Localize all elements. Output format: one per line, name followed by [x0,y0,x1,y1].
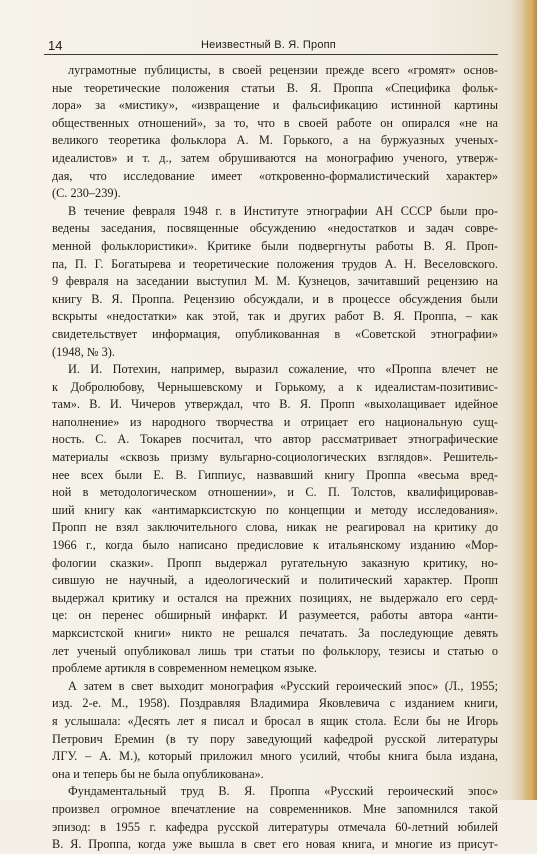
running-header [44,36,498,55]
text-line: 1966 г., когда было написано предисловие к итальянскому изданию «Мор- [52,538,498,553]
text-line: ший книгу как «антимарксистскую по концепции и методу исследования». [52,502,498,517]
text-line: великого теоретика фольклора А. М. Горького, а на буржуазных ученых- [52,133,498,148]
text-line: к Добролюбову, Чернышевскому и Горькому, а к идеалистам-позитивис- [52,379,498,394]
text-line: нее всех были Е. В. Гиппиус, назвавший книгу Проппа «весьма вред- [52,467,498,482]
text-line: це: он перенес обширный инфаркт. И разумеется, работы автора «анти- [52,608,498,623]
text-line: ность. С. А. Токарев посчитал, что автор рассматривает этнографические [52,432,498,447]
text-line: общественных отношений», за то, что в своей работе он опирался «не на [52,115,498,130]
text-line: сившую не научный, а идеологический и политический характер. Пропп [52,573,498,588]
body-text [52,62,498,854]
text-line: па, П. Г. Богатырева и теоретические положения трудов А. Н. Веселовского. [52,256,498,271]
text-line: лет ученый опубликовал лишь три статьи по фольклору, тезисы и статью о [52,643,498,658]
text-line: наполнение» из народного творчества и отрицает его национальную сущ- [52,414,498,429]
text-line: менной фольклористики». Критике были подвергнуты работы В. Я. Проп- [52,238,498,253]
text-line: там». В. И. Чичеров утверждал, что В. Я. Пропп «выхолащивает идейное [52,397,498,412]
text-line: А затем в свет выходит монография «Русский героический эпос» (Л., 1955; [68,678,498,693]
text-line: ной в методологическом отношении», и С. П. Толстов, квалифицировав- [52,485,498,500]
book-spine-edge [523,0,537,800]
text-line: (С. 230–239). [52,186,121,201]
text-line: лора» за «мистику», «извращение и фальсификацию истинной картины [52,98,498,113]
text-line: выдержал критику и остался на прежних позициях, не выдержало его серд- [52,590,498,605]
text-line: 9 февраля на заседании выступил М. М. Кузнецов, зачитавший рецензию на [52,274,498,289]
text-line: идеалистов» и т. д., затем обрушиваются на монографию ученого, утверж- [52,150,498,165]
text-line: изд. 2-е. М., 1958). Поздравляя Владимира Яковлевича с изданием книги, [52,696,498,711]
text-line: книгу В. Я. Проппа. Рецензию обсуждали, и в процессе обсуждения были [52,291,498,306]
text-line: она и теперь бы не была опубликована». [52,766,264,781]
page-number: 14 [48,38,63,53]
text-line: материалы «сквозь призму вульгарно-социологических взглядов». Решитель- [52,450,498,465]
text-line: Петрович Еремин (в ту пору заведующий кафедрой русской литературы [52,731,498,746]
text-line: вскрыты «недостатки» как этой, так и других работ В. Я. Проппа, – как [52,309,498,324]
text-line: луграмотные публицисты, в своей рецензии прежде всего «громят» основ- [68,63,498,77]
text-line: В. Я. Проппа, когда уже вышла в свет его новая книга, и многие из присут- [52,837,498,852]
text-line: В течение февраля 1948 г. в Институте этнографии АН СССР были про- [68,203,498,218]
text-line: я услышала: «Десять лет я писал и бросал в ящик стола. Если бы не Игорь [52,713,498,728]
text-line: Фундаментальный труд В. Я. Проппа «Русский героический эпос» [68,784,498,799]
text-line: ные теоретические положения статьи В. Я. Проппа «Специфика фольк- [52,80,498,95]
text-line: И. И. Потехин, например, выразил сожаление, что «Проппа влечет не [68,362,498,377]
text-line: (1948, № 3). [52,344,115,359]
text-line: проблеме артикля в современном немецком языке. [52,661,318,676]
text-line: марксистской книги» никто не решался печатать. За последующие девять [52,626,498,640]
paragraph [52,203,498,361]
text-line: фологии сказки». Пропп выдержал ругательную заказную критику, но- [52,555,498,570]
paragraph [52,783,498,853]
text-line: дая, что исследование имеет «откровенно-формалистический характер» [52,168,498,183]
text-line: свидетельствует информация, опубликованная в «Советской этнографии» [52,326,498,341]
paragraph [52,678,498,784]
text-line: Пропп не взял заключительного слова, никак не реагировал на критику до [52,520,498,535]
text-line: произвел огромное впечатление на современников. Мне запомнился такой [52,801,498,816]
text-line: ведены заседания, посвященные обсуждению «недостатков и задач совре- [52,221,498,236]
running-title: Неизвестный В. Я. Пропп [201,39,336,51]
text-line: эпизод: в 1955 г. кафедра русской литературы отмечала 60-летний юбилей [52,819,498,834]
text-line: ЛГУ. – А. М.), который приложил много усилий, чтобы книга была издана, [52,749,498,764]
paragraph [52,361,498,678]
paragraph [52,62,498,203]
